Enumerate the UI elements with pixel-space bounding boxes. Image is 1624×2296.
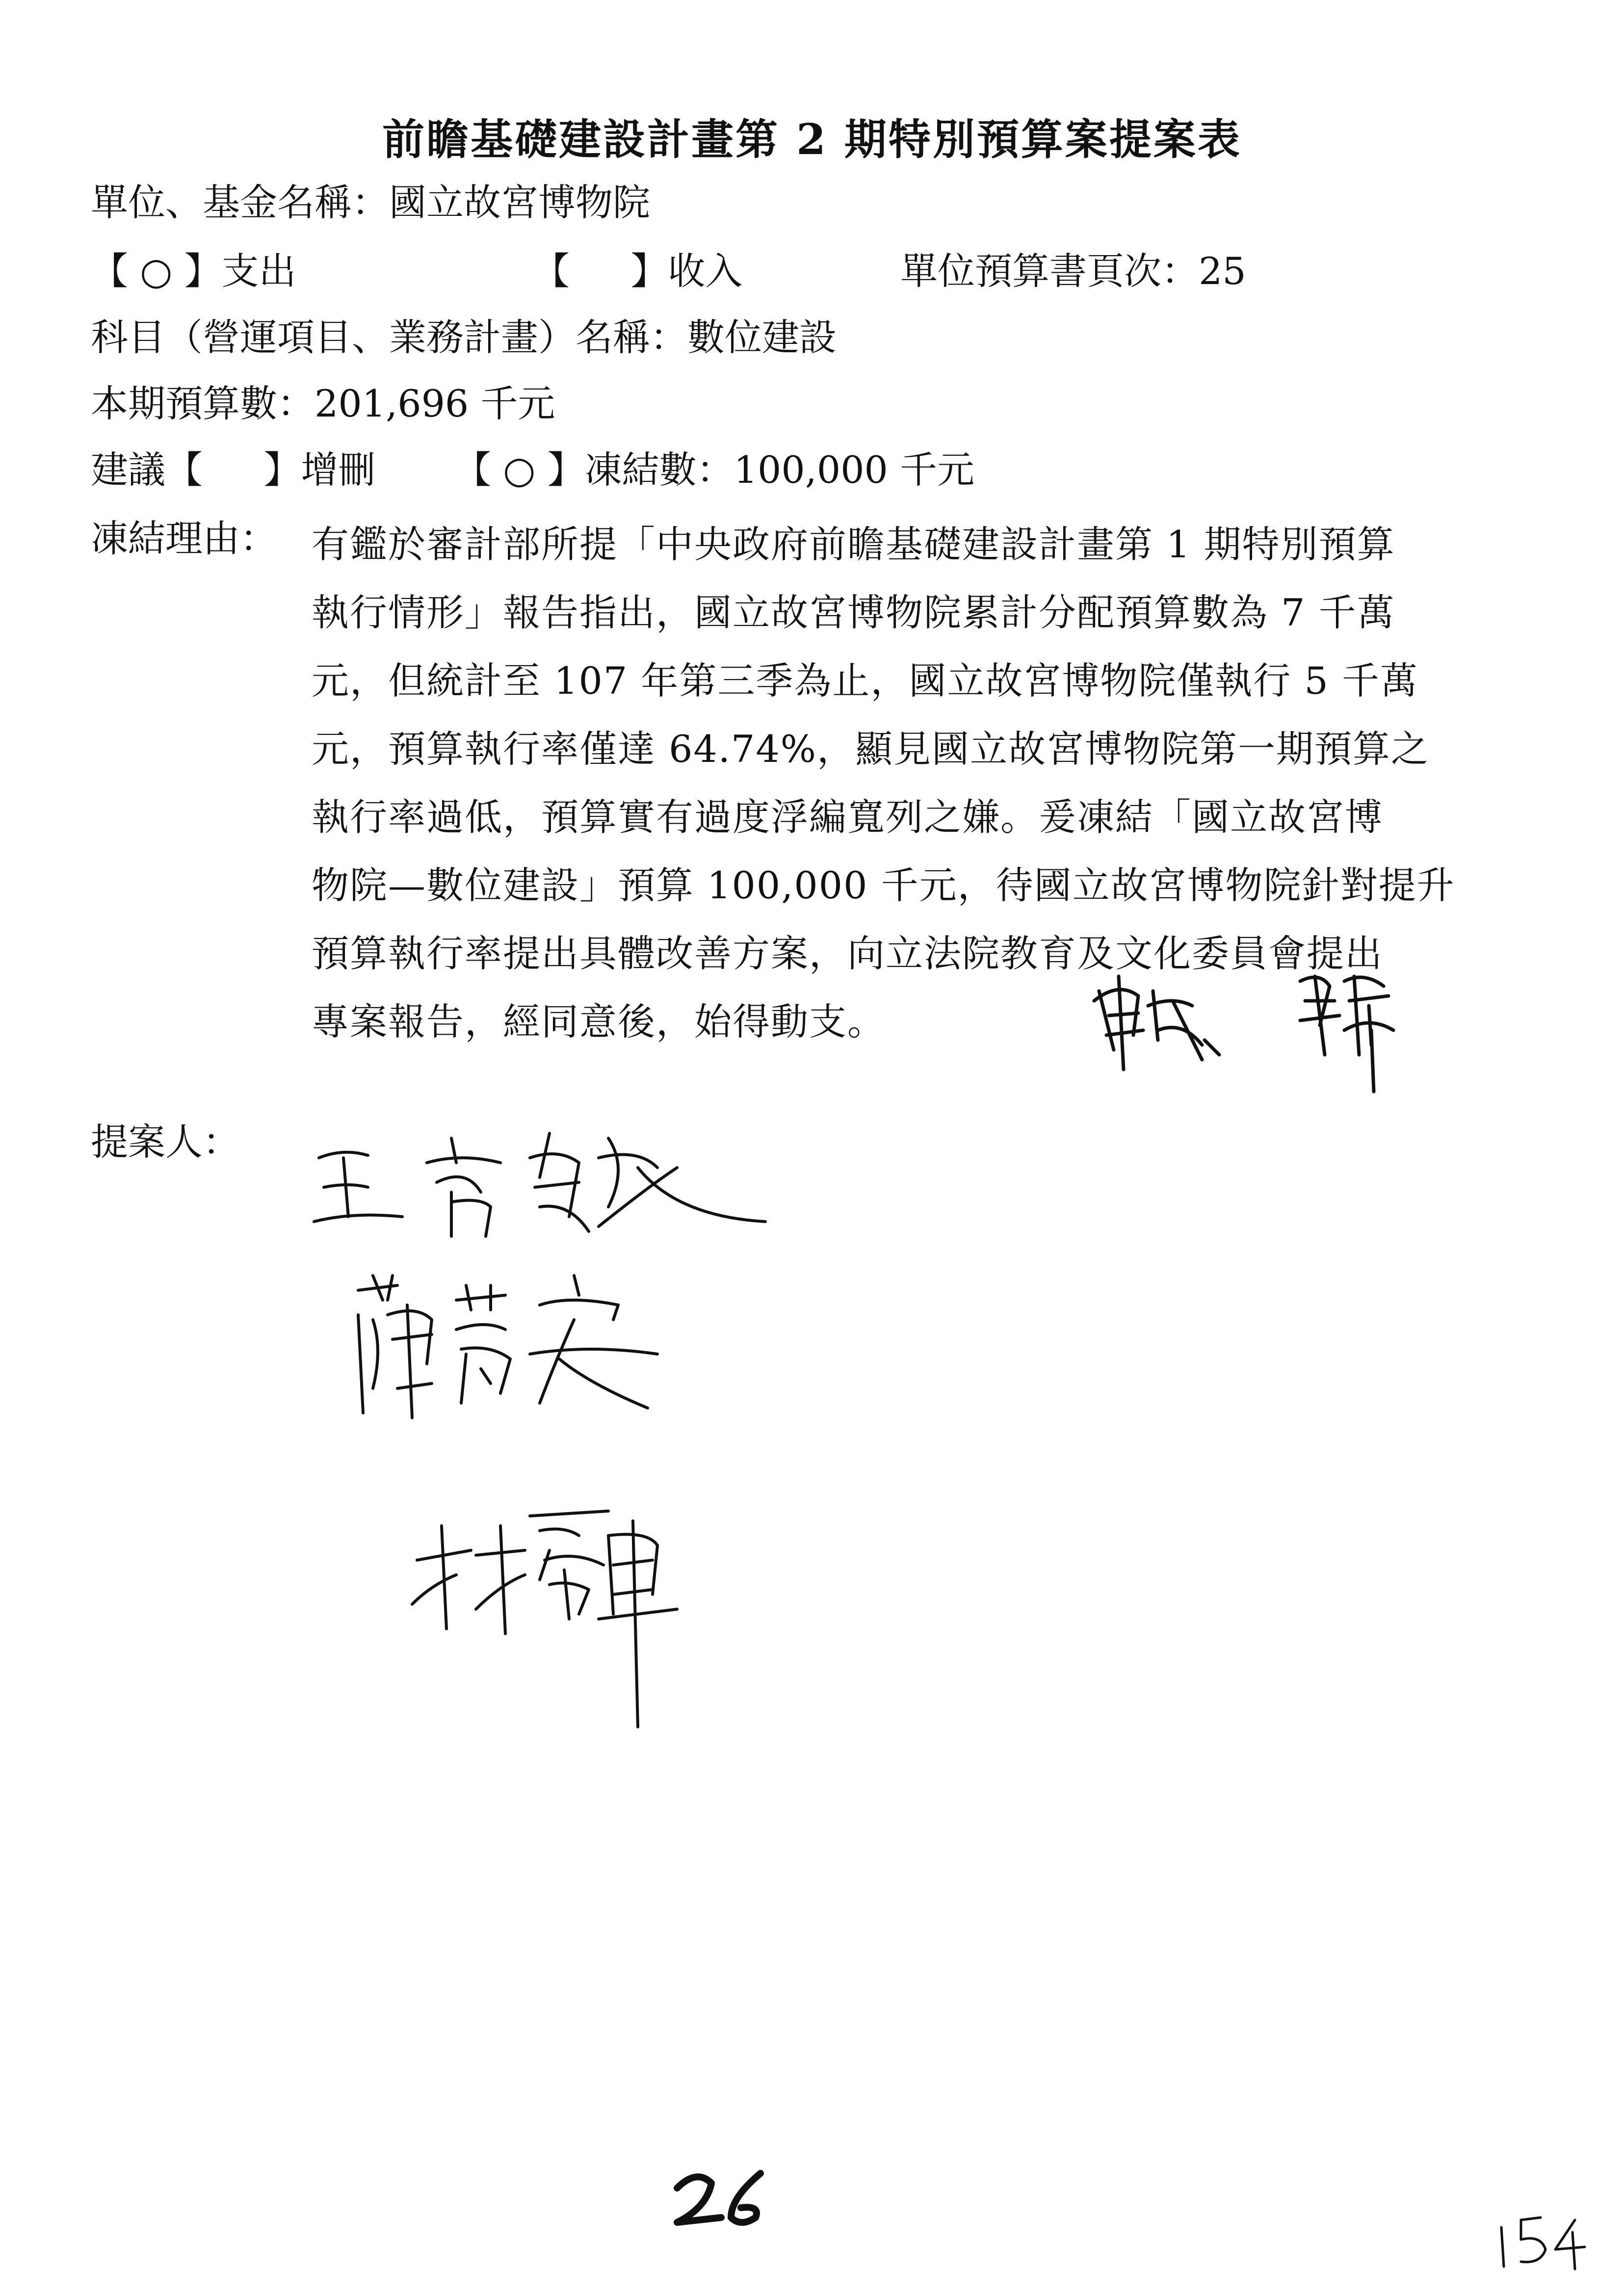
signature-1	[304, 1109, 785, 1246]
reason-line: 執行情形」報告指出，國立故宮博物院累計分配預算數為 7 千萬	[312, 591, 1395, 634]
signature-3	[402, 1501, 726, 1737]
proposal-line	[91, 448, 1514, 492]
expense-option: 【 ○ 】支出	[91, 249, 296, 293]
freeze-reason-label: 凍結理由：	[91, 517, 277, 560]
reason-line: 元，但統計至 107 年第三季為止，國立故宮博物院僅執行 5 千萬	[312, 659, 1419, 703]
reason-line: 元，預算執行率僅達 64.74%，顯見國立故宮博物院第一期預算之	[312, 727, 1429, 771]
reason-line: 專案報告，經同意後，始得動支。	[312, 1000, 886, 1044]
reason-line: 有鑑於審計部所提「中央政府前瞻基礎建設計畫第 1 期特別預算	[312, 522, 1395, 566]
handwritten-note-joint	[1285, 957, 1408, 1094]
type-line	[91, 249, 1514, 293]
reason-line: 執行率過低，預算實有過度浮編寬列之嫌。爰凍結「國立故宮博	[312, 795, 1383, 839]
unit-name-line: 單位、基金名稱：國立故宮博物院	[91, 181, 650, 224]
handwritten-page-mark-2	[1492, 2208, 1590, 2271]
current-budget-line: 本期預算數：201,696 千元	[91, 382, 555, 425]
handwritten-note-finance	[1079, 962, 1227, 1089]
income-option: 【 】收入	[532, 249, 743, 293]
signature-2	[343, 1266, 697, 1423]
document-title: 前瞻基礎建設計畫第 2 期特別預算案提案表	[382, 115, 1242, 164]
subject-name-line: 科目（營運項目、業務計畫）名稱：數位建設	[91, 315, 837, 359]
handwritten-page-mark	[667, 2164, 780, 2232]
change-option: 建議【 】增刪	[91, 448, 376, 492]
freeze-option: 【 ○ 】凍結數：100,000 千元	[454, 448, 975, 492]
budget-book-page-ref: 單位預算書頁次：25	[900, 249, 1246, 293]
proposer-label: 提案人：	[91, 1120, 240, 1164]
reason-line: 物院—數位建設」預算 100,000 千元，待國立故宮博物院針對提升	[312, 863, 1455, 907]
reason-line: 預算執行率提出具體改善方案，向立法院教育及文化委員會提出	[312, 932, 1383, 975]
